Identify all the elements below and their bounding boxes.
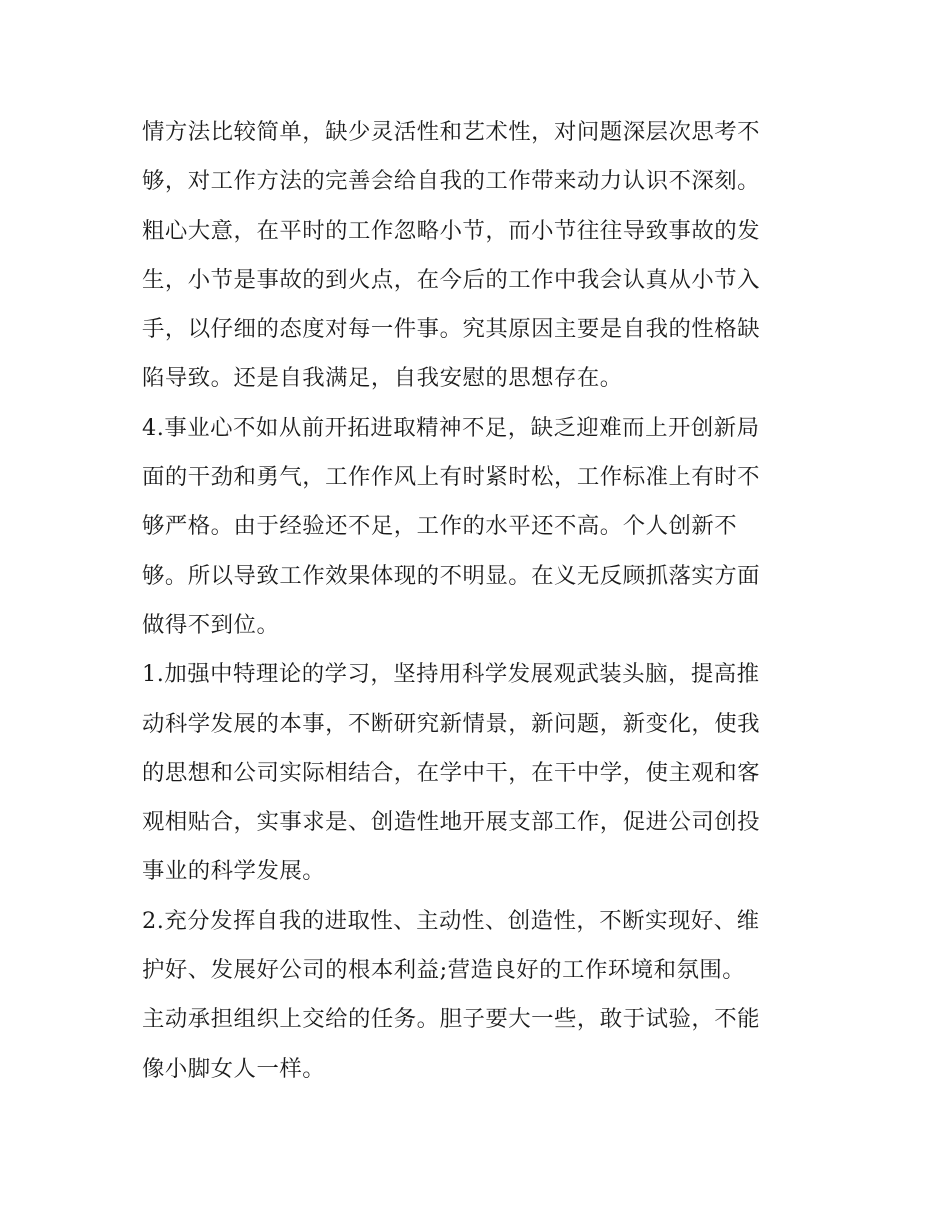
- text-line: 生，小节是事故的到火点，在今后的工作中我会认真从小节入: [142, 266, 761, 293]
- text-line: 事业的科学发展。: [142, 858, 326, 885]
- text-line: 够。所以导致工作效果体现的不明显。在义无反顾抓落实方面: [142, 562, 761, 589]
- text-line: 主动承担组织上交给的任务。胆子要大一些，敢于试验，不能: [142, 1006, 761, 1033]
- text-line: 像小脚女人一样。: [142, 1055, 326, 1082]
- text-line: 情方法比较简单，缺少灵活性和艺术性，对问题深层次思考不: [142, 119, 761, 145]
- text-line: 1.加强中特理论的学习，坚持用科学发展观武装头脑，提高推: [142, 661, 760, 688]
- text-line: 2.充分发挥自我的进取性、主动性、创造性，不断实现好、维: [142, 907, 760, 934]
- text-line: 的思想和公司实际相结合，在学中干，在干中学，使主观和客: [142, 759, 761, 786]
- text-line: 面的干劲和勇气，工作作风上有时紧时松，工作标准上有时不: [142, 464, 761, 491]
- text-line: 4.事业心不如从前开拓进取精神不足，缺乏迎难而上开创新局: [142, 414, 760, 441]
- text-line: 陷导致。还是自我满足，自我安慰的思想存在。: [142, 365, 623, 392]
- document-body: [142, 108, 814, 1094]
- text-line: 粗心大意，在平时的工作忽略小节，而小节往往导致事故的发: [142, 217, 761, 244]
- text-line: 动科学发展的本事，不断研究新情景，新问题，新变化，使我: [142, 710, 761, 737]
- text-line: 做得不到位。: [142, 611, 280, 638]
- text-line: 护好、发展好公司的根本利益;营造良好的工作环境和氛围。: [142, 957, 746, 984]
- text-line: 手，以仔细的态度对每一件事。究其原因主要是自我的性格缺: [142, 316, 761, 343]
- text-line: 够，对工作方法的完善会给自我的工作带来动力认识不深刻。: [142, 168, 761, 195]
- text-line: 够严格。由于经验还不足，工作的水平还不高。个人创新不: [142, 513, 738, 540]
- text-line: 观相贴合，实事求是、创造性地开展支部工作，促进公司创投: [142, 809, 761, 836]
